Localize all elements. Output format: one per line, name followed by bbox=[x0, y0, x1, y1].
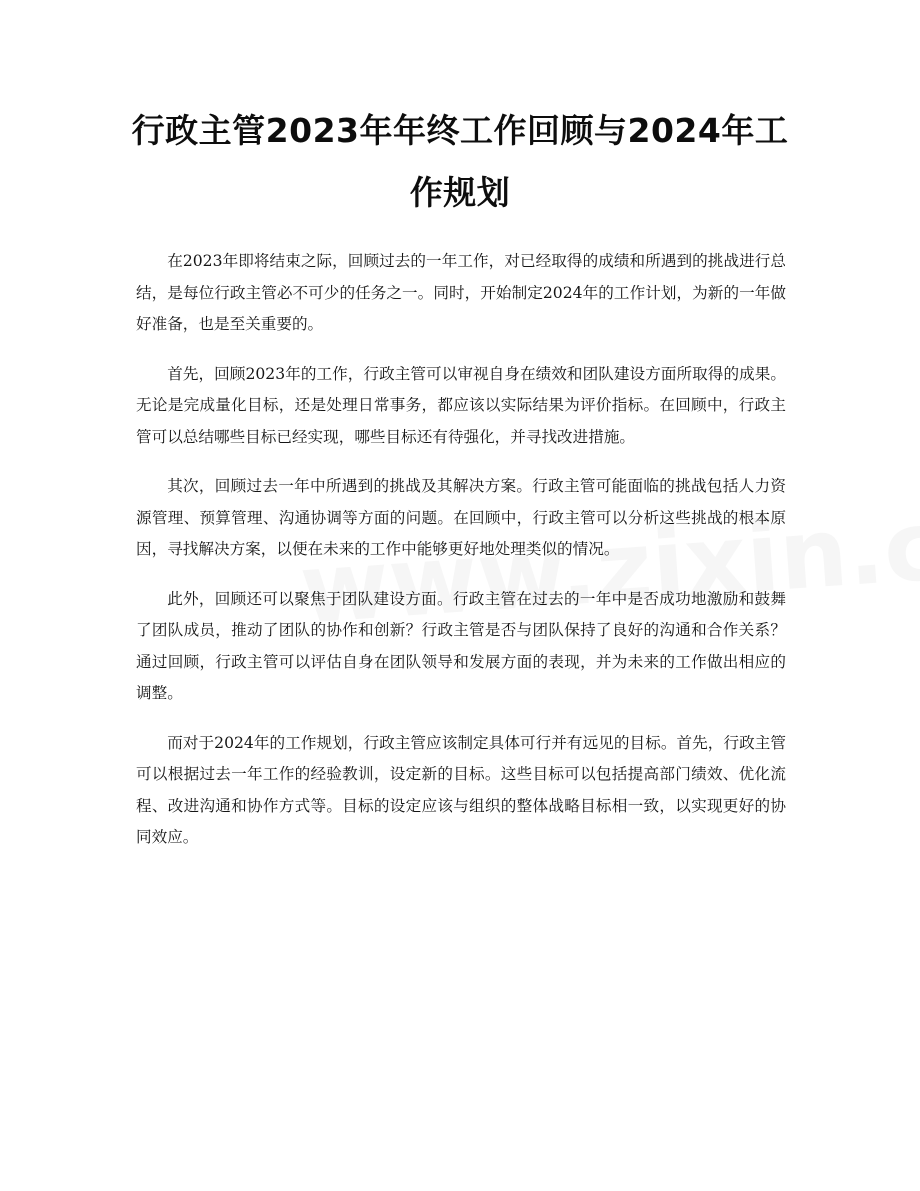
document-body bbox=[136, 246, 786, 872]
document-title: 行政主管2023年年终工作回顾与2024年工作规划 bbox=[131, 111, 789, 212]
paragraph-4: 此外，回顾还可以聚焦于团队建设方面。行政主管在过去的一年中是否成功地激励和鼓舞了团队成员，推动了团队的协作和创新？行政主管是否与团队保持了良好的沟通和合作关系？通过回顾，行政主管可以评估自身在团队领导和发展方面的表现，并为未来的工作做出相应的调整。 bbox=[136, 589, 786, 702]
paragraph-1: 在2023年即将结束之际，回顾过去的一年工作，对已经取得的成绩和所遇到的挑战进行总结，是每位行政主管必不可少的任务之一。同时，开始制定2024年的工作计划，为新的一年做好准备，也是至关重要的。 bbox=[136, 252, 786, 333]
paragraph-3: 其次，回顾过去一年中所遇到的挑战及其解决方案。行政主管可能面临的挑战包括人力资源管理、预算管理、沟通协调等方面的问题。在回顾中，行政主管可以分析这些挑战的根本原因，寻找解决方案，以便在未来的工作中能够更好地处理类似的情况。 bbox=[136, 477, 786, 558]
paragraph-2: 首先，回顾2023年的工作，行政主管可以审视自身在绩效和团队建设方面所取得的成果。无论是完成量化目标，还是处理日常事务，都应该以实际结果为评价指标。在回顾中，行政主管可以总结哪些目标已经实现，哪些目标还有待强化，并寻找改进措施。 bbox=[136, 364, 786, 446]
paragraph-5: 而对于2024年的工作规划，行政主管应该制定具体可行并有远见的目标。首先，行政主管可以根据过去一年工作的经验教训，设定新的目标。这些目标可以包括提高部门绩效、优化流程、改进沟通和协作方式等。目标的设定应该与组织的整体战略目标相一致，以实现更好的协同效应。 bbox=[136, 733, 786, 846]
